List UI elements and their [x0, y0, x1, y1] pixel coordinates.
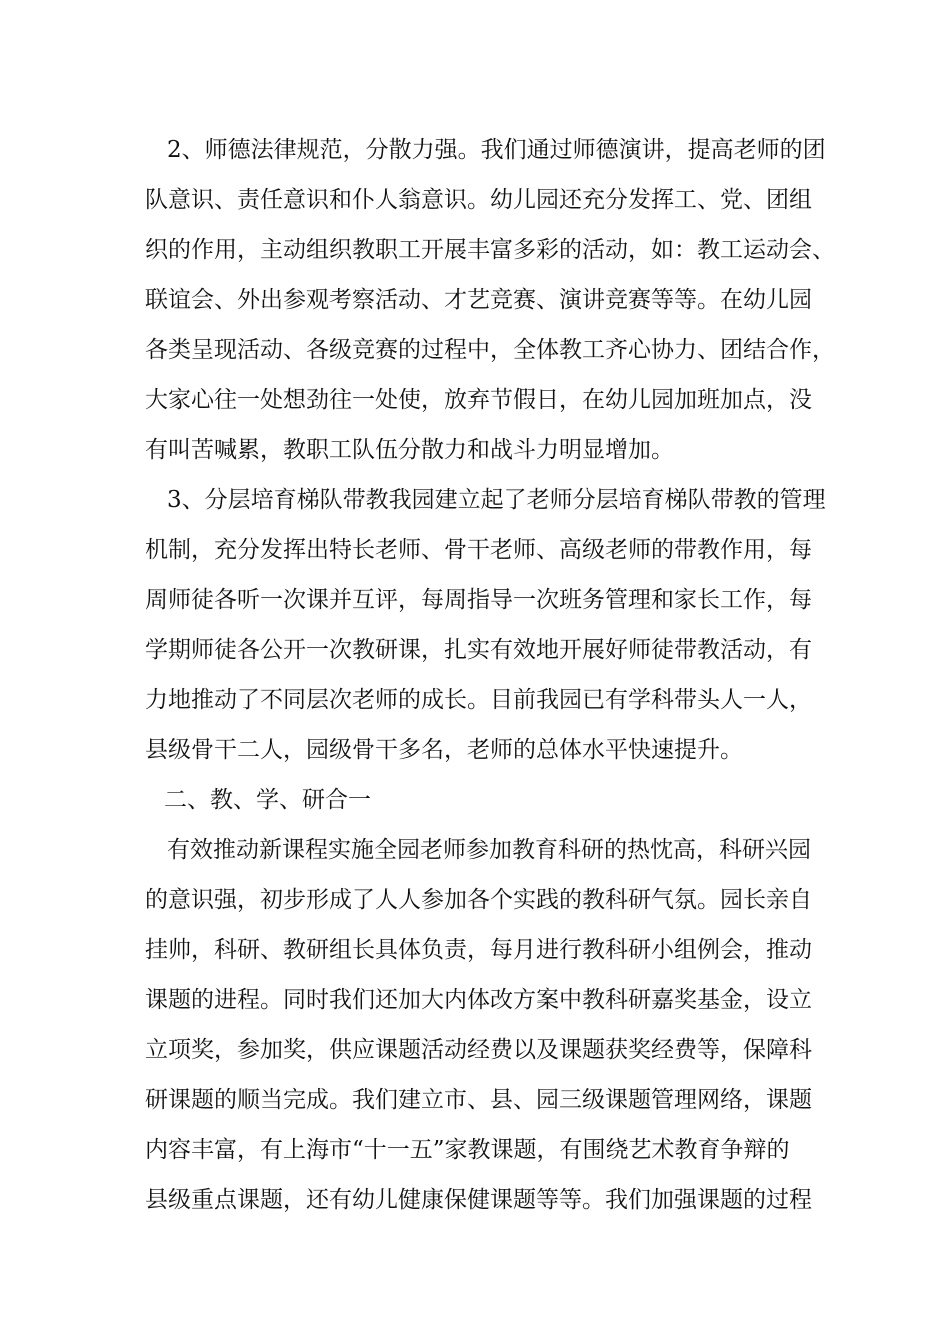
paragraph-line: 联谊会、外出参观考察活动、才艺竞赛、演讲竞赛等等。在幼儿园: [145, 287, 812, 313]
paragraph-line: 立项奖，参加奖，供应课题活动经费以及课题获奖经费等，保障科: [145, 1037, 812, 1063]
paragraph-line: 学期师徒各公开一次教研课，扎实有效地开展好师徒带教活动，有: [145, 637, 812, 663]
paragraph-line: 周师徒各听一次课并互评，每周指导一次班务管理和家长工作，每: [145, 587, 812, 613]
paragraph-line: 挂帅，科研、教研组长具体负责，每月进行教科研小组例会，推动: [145, 937, 812, 963]
section-heading: 二、教、学、研合一: [164, 787, 371, 813]
paragraph-line: 各类呈现活动、各级竞赛的过程中，全体教工齐心协力、团结合作，: [145, 337, 835, 363]
paragraph-line: 县级重点课题，还有幼儿健康保健课题等等。我们加强课题的过程: [145, 1187, 812, 1213]
paragraph-line: 队意识、责任意识和仆人翁意识。幼儿园还充分发挥工、党、团组: [145, 187, 812, 213]
paragraph-line: 的意识强，初步形成了人人参加各个实践的教科研气氛。园长亲自: [145, 887, 812, 913]
paragraph-line: 大家心往一处想劲往一处使，放弃节假日，在幼儿园加班加点，没: [145, 387, 812, 413]
paragraph-line: 课题的进程。同时我们还加大内体改方案中教科研嘉奖基金，设立: [145, 987, 812, 1013]
paragraph-line: 县级骨干二人，园级骨干多名，老师的总体水平快速提升。: [145, 737, 743, 763]
paragraph-line: 研课题的顺当完成。我们建立市、县、园三级课题管理网络，课题: [145, 1087, 812, 1113]
paragraph-line: 3、分层培育梯队带教我园建立起了老师分层培育梯队带教的管理: [167, 487, 826, 513]
paragraph-line: 内容丰富，有上海市“十一五”家教课题，有围绕艺术教育争辩的: [145, 1137, 790, 1163]
paragraph-line: 力地推动了不同层次老师的成长。目前我园已有学科带头人一人，: [145, 687, 812, 713]
paragraph-line: 2、师德法律规范，分散力强。我们通过师德演讲，提高老师的团: [167, 137, 826, 163]
paragraph-line: 有效推动新课程实施全园老师参加教育科研的热忱高，科研兴园: [167, 837, 811, 863]
paragraph-line: 有叫苦喊累，教职工队伍分散力和战斗力明显增加。: [145, 437, 674, 463]
paragraph-line: 机制，充分发挥出特长老师、骨干老师、高级老师的带教作用，每: [145, 537, 812, 563]
paragraph-line: 织的作用，主动组织教职工开展丰富多彩的活动，如：教工运动会、: [145, 237, 835, 263]
